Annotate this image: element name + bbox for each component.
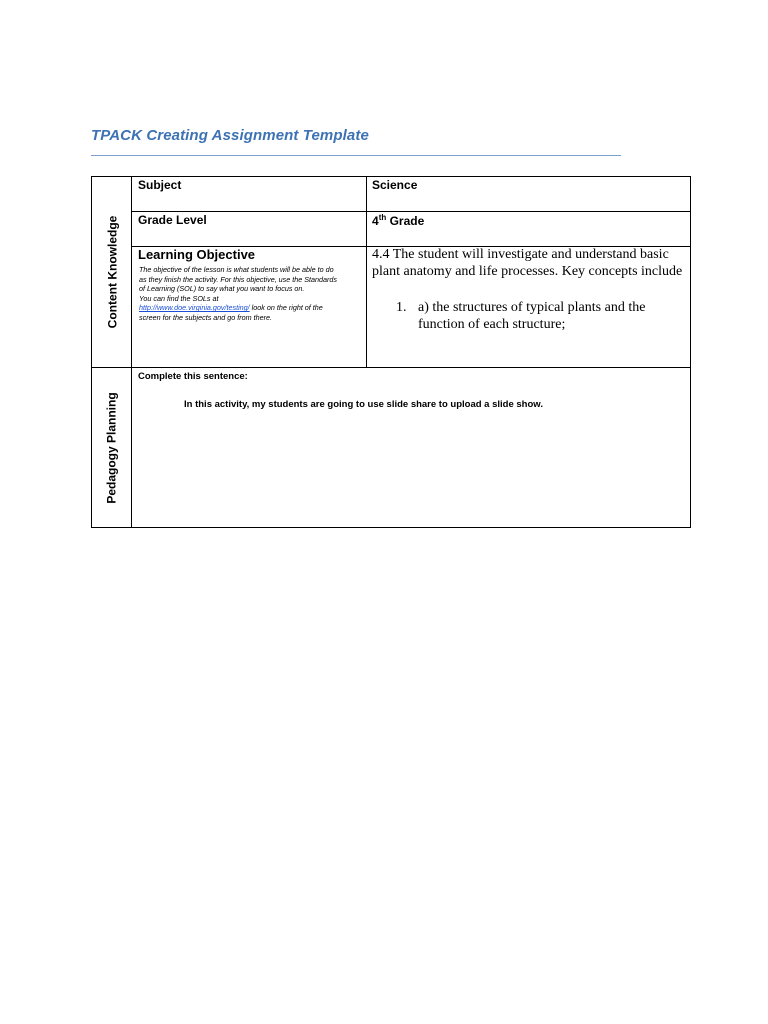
grade-word: Grade: [389, 214, 425, 228]
content-knowledge-label: Content Knowledge: [105, 215, 120, 329]
pedagogy-sentence: In this activity, my students are going to use slide share to upload a slide show.: [184, 399, 543, 410]
help-line: of Learning (SOL) to say what you want to focus on.: [139, 284, 305, 294]
pedagogy-prompt: Complete this sentence:: [138, 371, 248, 382]
pedagogy-planning-cell: [92, 368, 132, 527]
assignment-table: [91, 176, 691, 528]
help-line: screen for the subjects and go from there.: [139, 312, 273, 322]
pedagogy-planning-label: Pedagogy Planning: [105, 391, 120, 504]
standard-line: plant anatomy and life processes. Key concepts include: [372, 264, 683, 279]
standard-line: 4.4 The student will investigate and understand basic: [372, 247, 669, 262]
list-item-text: [418, 299, 688, 333]
help-line: as they finish the activity. For this objective, use the Standards: [139, 274, 338, 284]
objective-help-text: [139, 265, 367, 323]
subject-value: Science: [372, 178, 418, 192]
row-divider-subject: [131, 211, 690, 212]
list-line: function of each structure;: [418, 317, 566, 332]
grade-suffix: th: [378, 213, 387, 222]
grade-level-value: [372, 213, 424, 228]
help-line: The objective of the lesson is what students will be able to do: [139, 265, 334, 274]
link-suffix: look on the right of the: [249, 303, 323, 313]
list-number: 1.: [396, 300, 407, 315]
subject-label: Subject: [138, 178, 182, 192]
list-line: a) the structures of typical plants and the: [418, 300, 646, 315]
help-line-link: [139, 303, 367, 313]
standard-text: [372, 246, 690, 280]
row-divider-section: [92, 367, 690, 368]
learning-objective-label: Learning Objective: [138, 247, 256, 262]
sol-link[interactable]: http://www.doe.virginia.gov/testing/: [139, 303, 250, 313]
grade-number: 4: [372, 214, 379, 228]
grade-level-label: Grade Level: [138, 213, 207, 227]
help-line: You can find the SOLs at: [139, 293, 219, 303]
document-title: TPACK Creating Assignment Template: [91, 127, 369, 144]
content-knowledge-cell: [92, 177, 132, 367]
title-divider: [91, 155, 621, 156]
